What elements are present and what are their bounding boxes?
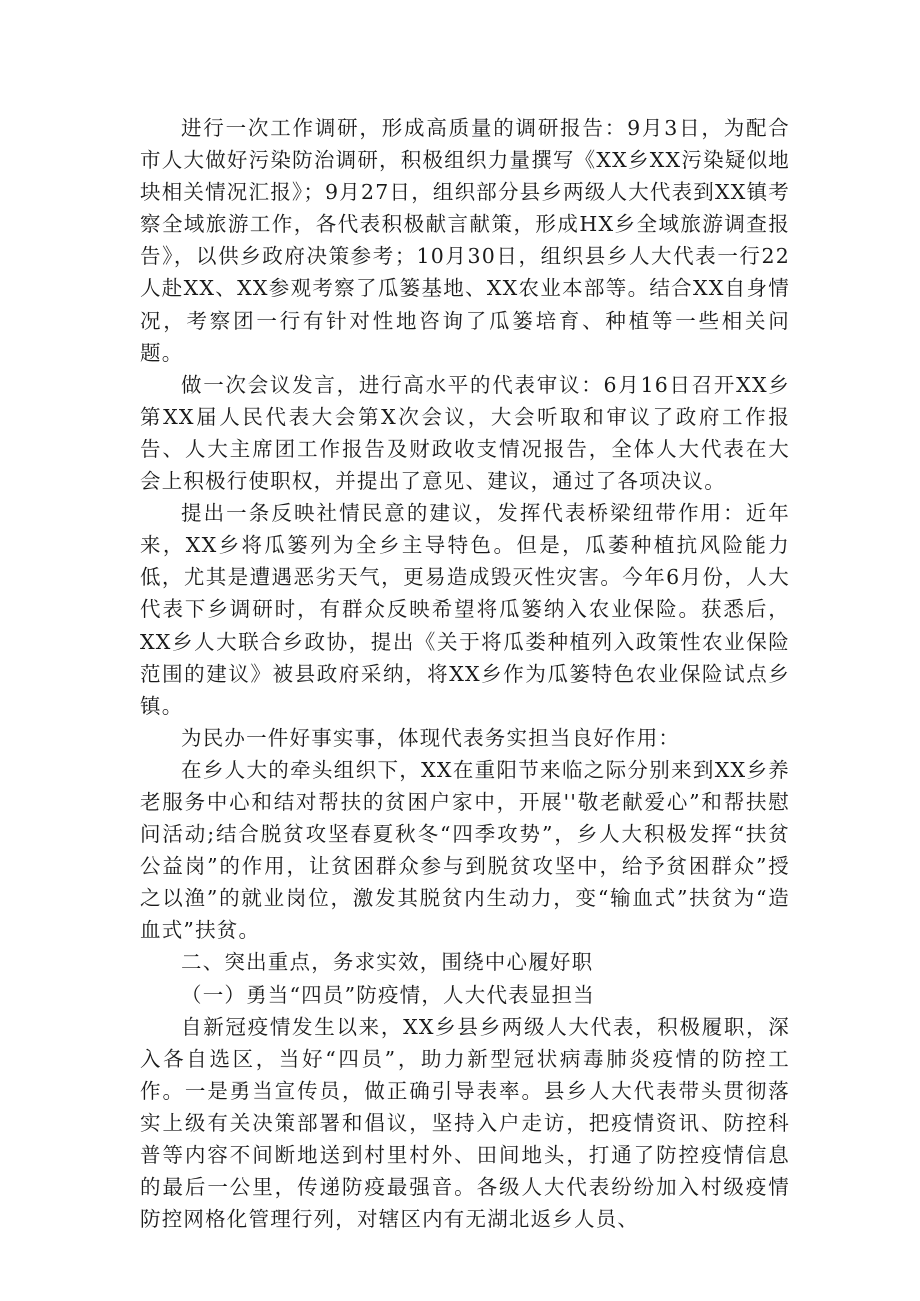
- paragraph-research: 进行一次工作调研，形成高质量的调研报告：9月3日，为配合市人大做好污染防治调研，积极组织力量撰写《XX乡XX污染疑似地块相关情况汇报》；9月27日，组织部分县乡两级人大代表到XX镇考察全域旅游工作，各代表积极献言献策，形成HX乡全域旅游调查报告》，以供乡政府决策参考；10月30日，组织县乡人大代表一行22人赴XX、XX参观考察了瓜篓基地、XX农业本部等。结合XX自身情况，考察团一行有针对性地咨询了瓜篓培育、种植等一些相关问题。: [140, 116, 790, 365]
- paragraph-good-deed-body: 在乡人大的牵头组织下，XX在重阳节来临之际分别来到XX乡养老服务中心和结对帮扶的贫困户家中，开展''敬老献爱心”和帮扶慰问活动;结合脱贫攻坚春夏秋冬“四季攻势”，乡人大积极发挥“扶贫公益岗”的作用，让贫困群众参与到脱贫攻坚中，给予贫困群众”授之以渔”的就业岗位，激发其脱贫内生动力，变“输血式”扶贫为“造血式”扶贫。: [140, 757, 790, 943]
- paragraph-good-deed-title: 为民办一件好事实事，体现代表务实担当良好作用：: [181, 725, 681, 750]
- paragraph-meeting-speech: 做一次会议发言，进行高水平的代表审议：6月16日召开XX乡第XX届人民代表大会第X次会议，大会听取和审议了政府工作报告、人大主席团工作报告及财政收支情况报告，全体人大代表在大会上积极行使职权，并提出了意见、建议，通过了各项决议。: [140, 372, 790, 494]
- paragraph-suggestion: 提出一条反映社情民意的建议，发挥代表桥梁纽带作用：近年来，XX乡将瓜篓列为全乡主导特色。但是，瓜萎种植抗风险能力低，尤其是遭遇恶劣天气，更易造成毁灭性灾害。今年6月份，人大代表下乡调研时，有群众反映希望将瓜篓纳入农业保险。获悉后，XX乡人大联合乡政协，提出《关于将瓜娄种植列入政策性农业保险范围的建议》被县政府采纳，将XX乡作为瓜篓特色农业保险试点乡镇。: [140, 501, 790, 718]
- section-heading: 二、突出重点，务求实效，围绕中心履好职: [181, 950, 594, 975]
- paragraph-epidemic: 自新冠疫情发生以来，XX乡县乡两级人大代表，积极履职，深入各自选区，当好“四员”，助力新型冠状病毒肺炎疫情的防控工作。一是勇当宣传员，做正确引导表率。县乡人大代表带头贯彻落实上级有关决策部署和倡议，坚持入户走访，把疫情资讯、防控科普等内容不间断地送到村里村外、田间地头，打通了防控疫情信息的最后一公里，传递防疫最强音。各级人大代表纷纷加入村级疫情防控网格化管理行列，对辖区内有无湖北返乡人员、: [140, 1014, 790, 1232]
- document-body: [140, 112, 790, 1235]
- section-subheading: （一）勇当“四员”防疫情，人大代表显担当: [181, 982, 595, 1007]
